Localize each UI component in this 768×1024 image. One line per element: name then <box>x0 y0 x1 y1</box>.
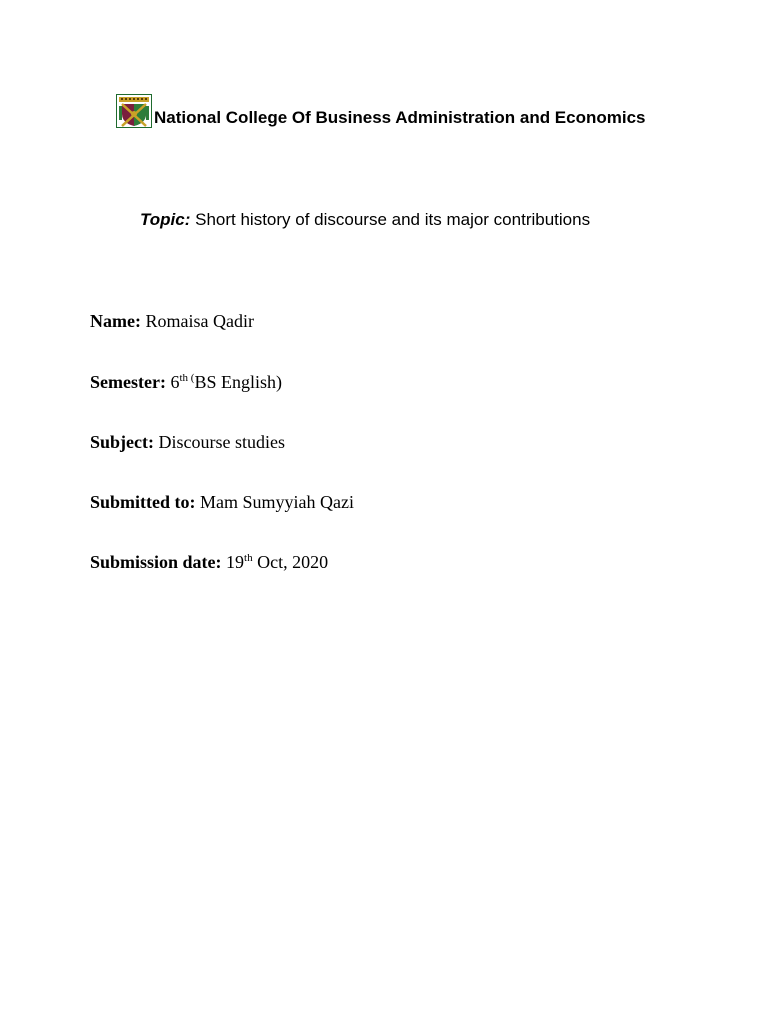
name-field <box>90 310 254 332</box>
semester-program: BS English) <box>194 372 282 392</box>
submitted-to-field <box>90 491 354 513</box>
submission-date-suffix: th <box>244 552 253 564</box>
submitted-to-label: Submitted to: <box>90 492 196 512</box>
submission-date-rest: Oct, 2020 <box>257 552 329 572</box>
submitted-to-value: Mam Sumyyiah Qazi <box>200 492 354 512</box>
subject-field <box>90 431 285 453</box>
college-crest-icon <box>116 94 152 128</box>
document-header <box>116 92 646 128</box>
college-name: National College Of Business Administration and Economics <box>154 108 646 127</box>
submission-date-day: 19 <box>226 552 245 572</box>
subject-label: Subject: <box>90 432 154 452</box>
name-label: Name: <box>90 311 141 331</box>
semester-number: 6 <box>170 372 180 392</box>
semester-label: Semester: <box>90 372 166 392</box>
topic-text: Short history of discourse and its major contributions <box>195 210 591 229</box>
submission-date-field <box>90 551 328 573</box>
submission-date-label: Submission date: <box>90 552 222 572</box>
topic-label: Topic: <box>140 210 191 229</box>
semester-field <box>90 371 282 393</box>
name-value: Romaisa Qadir <box>145 311 254 331</box>
semester-suffix: th ( <box>179 372 195 384</box>
topic-line <box>140 209 590 231</box>
subject-value: Discourse studies <box>158 432 285 452</box>
